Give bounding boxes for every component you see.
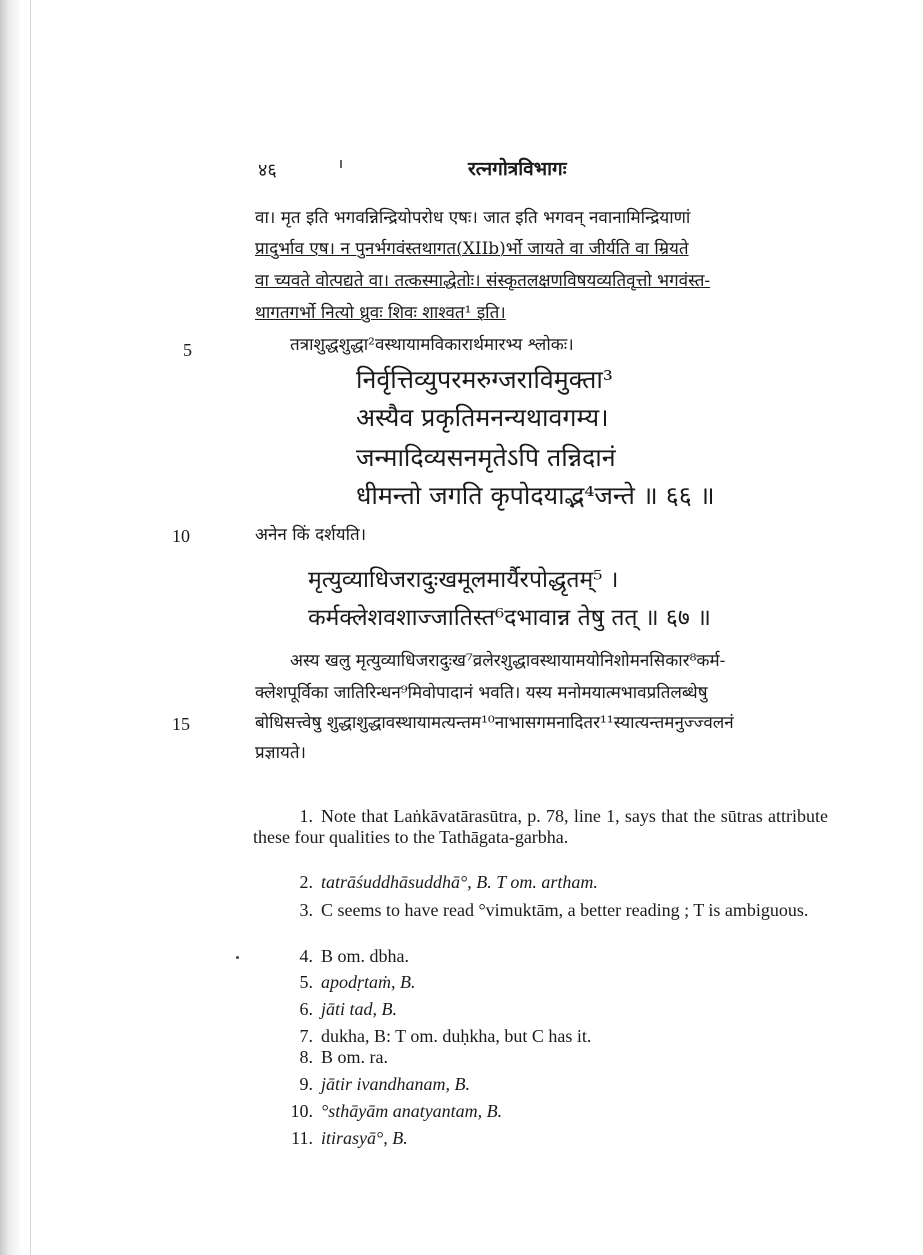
- footnote-text: tatrāśuddhāsuddhā°, B. T om. artham.: [321, 872, 598, 892]
- line-number-10: 10: [172, 526, 190, 546]
- verse-67-line-2: कर्मक्लेशवशाज्जातिस्त⁶दभावान्न तेषु तत् ॥ ६७ ॥: [308, 605, 711, 631]
- footnote-9: [253, 1074, 470, 1095]
- footnote-number: 3.: [299, 900, 313, 920]
- body-line-2: प्रादुर्भाव एष। न पुनर्भगवंस्तथागत(XIIb)र्भो जायते वा जीर्यति वा म्रियते: [255, 239, 689, 259]
- footnote-text: apodṛtaṁ, B.: [321, 972, 416, 992]
- footnote-3: [253, 900, 828, 921]
- header-mark: [340, 160, 342, 168]
- footnote-number: 6.: [299, 999, 313, 1019]
- footnote-text: °sthāyām anatyantam, B.: [321, 1101, 503, 1121]
- footnote-number: 8.: [299, 1047, 313, 1067]
- verse-66-line-4: धीमन्तो जगति कृपोदयाद्भ⁴जन्ते ॥ ६६ ॥: [356, 481, 715, 510]
- verse-66-line-3: जन्मादिव्यसनमृतेऽपि तन्निदानं: [356, 443, 616, 472]
- footnote-text: C seems to have read °vimuktām, a better reading ; T is ambiguous.: [321, 900, 809, 920]
- footnote-8: [253, 1047, 388, 1068]
- footnote-number: 1.: [299, 806, 313, 826]
- commentary-line-1: अस्य खलु मृत्युव्याधिजरादुःख⁷व्रलेरशुद्धावस्थायामयोनिशोमनसिकार⁸कर्म-: [290, 651, 726, 671]
- footnote-text: jāti tad, B.: [321, 999, 397, 1019]
- body-line-4: थागतगर्भो नित्यो ध्रुवः शिवः शाश्वत¹ इति।: [255, 303, 506, 323]
- speck: [236, 956, 239, 959]
- verse-66-line-1: निर्वृत्तिव्युपरमरुग्जराविमुक्ता³: [356, 365, 613, 394]
- footnote-2: [253, 872, 598, 893]
- footnote-4: [253, 946, 409, 967]
- commentary-line-2: क्लेशपूर्विका जातिरिन्धन⁹मिवोपादानं भवति। यस्य मनोमयात्मभावप्रतिलब्धेषु: [255, 683, 708, 703]
- footnote-1: [253, 806, 828, 848]
- footnote-text: Note that Laṅkāvatārasūtra, p. 78, line 1, says that the sūtras attribute these four qualities to the Tathāgata-garbha.: [253, 806, 828, 847]
- body-line-10: अनेन किं दर्शयति।: [255, 525, 367, 545]
- footnote-text: itirasyā°, B.: [321, 1128, 408, 1148]
- verse-66-line-2: अस्यैव प्रकृतिमनन्यथावगम्य।: [356, 403, 609, 432]
- line-number-15: 15: [172, 714, 190, 734]
- body-line-3: वा च्यवते वोत्पद्यते वा। तत्कस्माद्धेतोः। संस्कृतलक्षणविषयव्यतिवृत्तो भगवंस्त-: [255, 271, 711, 291]
- commentary-line-4: प्रज्ञायते।: [255, 743, 306, 763]
- commentary-line-3: बोधिसत्त्वेषु शुद्धाशुद्धावस्थायामत्यन्तम¹⁰नाभासगमनादितर¹¹स्यात्यन्तमनुज्ज्वलनं: [255, 713, 734, 733]
- page-number: ४६: [258, 160, 277, 181]
- body-line-1: वा। मृत इति भगवन्निन्द्रियोपरोध एषः। जात इति भगवन् नवानामिन्द्रियाणां: [255, 208, 691, 228]
- footnote-number: 11.: [291, 1128, 313, 1148]
- footnote-6: [253, 999, 397, 1020]
- page-edge-shadow: [0, 0, 22, 1255]
- binding-line: [30, 0, 31, 1255]
- footnote-5: [253, 972, 416, 993]
- footnote-10: [253, 1101, 502, 1122]
- footnote-number: 5.: [299, 972, 313, 992]
- footnote-text: B om. dbha.: [321, 946, 409, 966]
- line-number-5: 5: [183, 340, 192, 360]
- footnote-number: 2.: [299, 872, 313, 892]
- footnote-number: 10.: [290, 1101, 313, 1121]
- body-line-5: तत्राशुद्धशुद्धा²वस्थायामविकारार्थमारभ्य श्लोकः।: [290, 335, 574, 355]
- verse-67-line-1: मृत्युव्याधिजरादुःखमूलमार्यैरपोद्धृतम्⁵ ।: [308, 567, 619, 593]
- footnote-11: [253, 1128, 408, 1149]
- footnote-number: 4.: [299, 946, 313, 966]
- footnote-text: dukha, B: T om. duḥkha, but C has it.: [321, 1026, 592, 1046]
- footnote-text: B om. ra.: [321, 1047, 388, 1067]
- footnote-7: [253, 1026, 591, 1047]
- footnote-text: jātir ivandhanam, B.: [321, 1074, 470, 1094]
- footnote-number: 7.: [299, 1026, 313, 1046]
- running-title: रत्नगोत्रविभागः: [468, 158, 567, 180]
- footnote-number: 9.: [299, 1074, 313, 1094]
